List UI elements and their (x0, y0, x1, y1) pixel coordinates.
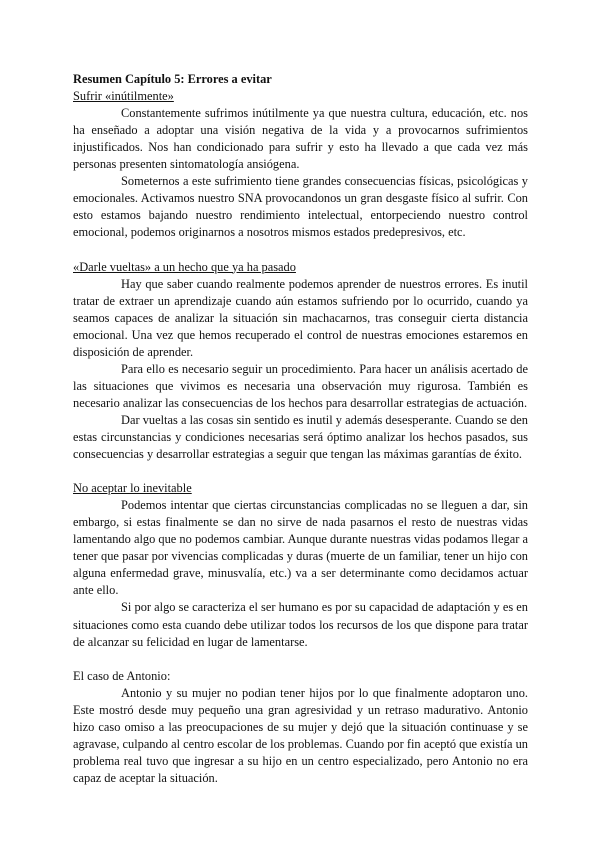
paragraph: Si por algo se caracteriza el ser humano es por su capacidad de adaptación y es en situaciones como esta cuando debe utilizar todos los recursos de los que dispone para tratar de alcanzar su felicidad en lugar de lamentarse. (73, 600, 528, 649)
blank-line (73, 463, 528, 480)
section-no-aceptar (73, 480, 528, 650)
document-page (73, 71, 528, 787)
section-sufrir (73, 88, 528, 241)
paragraph: Podemos intentar que ciertas circunstancias complicadas no se lleguen a dar, sin embargo, si estas finalmente se dan no sirve de nada pasarnos el resto de nuestras vidas lamentando algo que no podemos cambiar. Aunque durante nuestras vidas podamos llegar a tener que pasar por vivencias complicadas y duras (muerte de un familiar, tener un hijo con alguna enfermedad grave, minusvalía, etc.) va a ser determinante como decidamos actuar ante ello. (73, 498, 528, 598)
section-darle-vueltas (73, 259, 528, 464)
paragraph: Antonio y su mujer no podian tener hijos por lo que finalmente adoptaron uno. Este mostró desde muy pequeño una gran agresividad y un retraso madurativo. Antonio hizo caso omiso a las preocupaciones de su mujer y dejó que la situación continuase y se agravase, culpando al centro escolar de los problemas. Cuando por fin aceptó que existía un problema real tuvo que ingresar a su hijo en un centro especializado, pero Antonio no era capaz de aceptar la situación. (73, 685, 528, 785)
paragraph: Constantemente sufrimos inútilmente ya que nuestra cultura, educación, etc. nos ha enseñado a adoptar una visión negativa de la vida y a provocarnos sufrimientos injustificados. Nos han condicionado para sufrir y esto ha llevado a que cada vez más personas presenten sintomatología ansiógena. (73, 106, 528, 172)
blank-line (73, 651, 528, 668)
section-heading: «Darle vueltas» a un hecho que ya ha pasado (73, 259, 296, 274)
section-caso-antonio (73, 668, 528, 787)
document-title: Resumen Capítulo 5: Errores a evitar (73, 72, 272, 86)
paragraph: Hay que saber cuando realmente podemos aprender de nuestros errores. Es inutil tratar de extraer un aprendizaje cuando aún estamos sufriendo por lo ocurrido, cuando ya seamos capaces de analizar la situación sin machacarnos, tras conseguir cierta distancia emocional. Una vez que hemos recuperado el control de nuestras emociones estaremos en disposición de aprender. (73, 276, 528, 359)
paragraph: Someternos a este sufrimiento tiene grandes consecuencias físicas, psicológicas y emocionales. Activamos nuestro SNA provocandonos un gran desgaste físico al sufrir. Con esto estamos bajando nuestro rendimiento intelectual, entorpeciendo nuestro control emocional, podemos originarnos a nosotros mismos estados predepresivos, etc. (73, 174, 528, 240)
paragraph: Dar vueltas a las cosas sin sentido es inutil y además desesperante. Cuando se den estas circunstancias y condiciones necesarias será óptimo analizar los hechos pasados, sus consecuencias y desarrollar estrategias a seguir que tengan las máximas garantías de éxito. (73, 412, 528, 462)
paragraph: Para ello es necesario seguir un procedimiento. Para hacer un análisis acertado de las situaciones que vivimos es necesaria una observación muy rigurosa. También es necesario analizar las consecuencias de los hechos para desarrollar estrategias de actuación. (73, 361, 528, 410)
blank-line (73, 241, 528, 258)
case-heading: El caso de Antonio: (73, 668, 171, 683)
section-heading: No aceptar lo inevitable (73, 481, 192, 496)
section-heading: Sufrir «inútilmente» (73, 89, 174, 104)
